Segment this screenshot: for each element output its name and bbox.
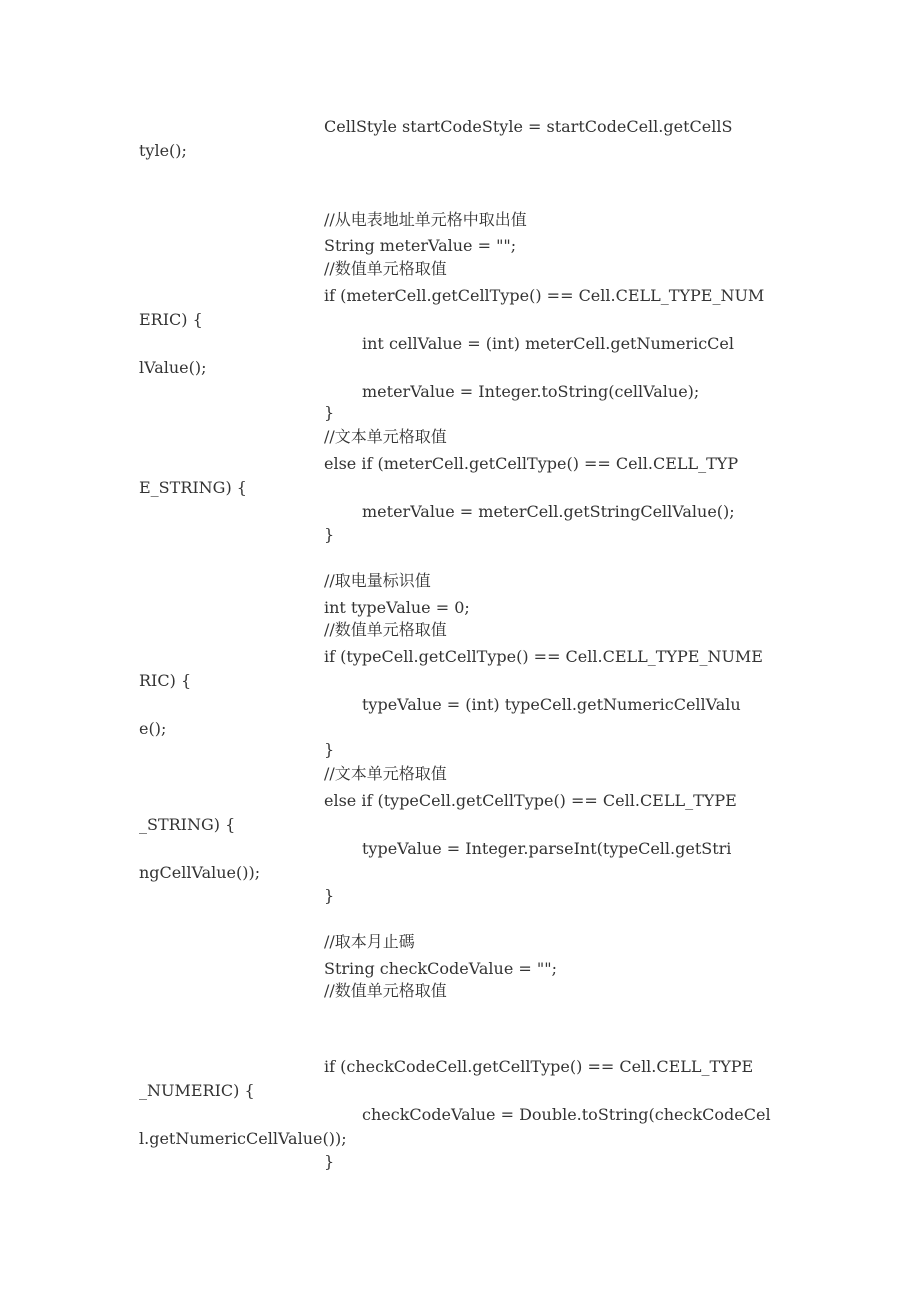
code-line: else if (meterCell.getCellType() == Cell.CELL_TYP bbox=[324, 454, 739, 473]
code-line: typeValue = (int) typeCell.getNumericCellValu bbox=[362, 695, 741, 714]
code-line: String meterValue = ""; bbox=[324, 236, 517, 255]
code-comment: //文本单元格取值 bbox=[324, 427, 447, 446]
code-line: } bbox=[324, 886, 335, 905]
code-line: typeValue = Integer.parseInt(typeCell.getStri bbox=[362, 839, 732, 858]
code-line: meterValue = meterCell.getStringCellValue(); bbox=[362, 502, 735, 521]
code-comment: //数值单元格取值 bbox=[324, 259, 447, 278]
code-line: } bbox=[324, 403, 335, 422]
code-line: ERIC) { bbox=[139, 310, 203, 329]
code-comment: //数值单元格取值 bbox=[324, 981, 447, 1000]
code-line: E_STRING) { bbox=[139, 478, 247, 497]
code-line: } bbox=[324, 1152, 335, 1171]
code-comment: //从电表地址单元格中取出值 bbox=[324, 210, 527, 229]
code-line: tyle(); bbox=[139, 141, 187, 160]
code-line: CellStyle startCodeStyle = startCodeCell.getCellS bbox=[324, 117, 733, 136]
code-line: if (typeCell.getCellType() == Cell.CELL_TYPE_NUME bbox=[324, 647, 763, 666]
code-line: if (meterCell.getCellType() == Cell.CELL_TYPE_NUM bbox=[324, 286, 765, 305]
code-line: int typeValue = 0; bbox=[324, 598, 470, 617]
code-line: RIC) { bbox=[139, 671, 192, 690]
code-line: _NUMERIC) { bbox=[139, 1081, 255, 1100]
code-line: e(); bbox=[139, 719, 167, 738]
code-line: } bbox=[324, 525, 335, 544]
code-comment: //数值单元格取值 bbox=[324, 620, 447, 639]
code-line: _STRING) { bbox=[139, 815, 236, 834]
code-line: ngCellValue()); bbox=[139, 863, 261, 882]
code-comment: //取本月止碼 bbox=[324, 932, 415, 951]
code-line: } bbox=[324, 740, 335, 759]
code-line: meterValue = Integer.toString(cellValue); bbox=[362, 382, 700, 401]
code-line: if (checkCodeCell.getCellType() == Cell.CELL_TYPE bbox=[324, 1057, 754, 1076]
code-line: l.getNumericCellValue()); bbox=[139, 1129, 347, 1148]
code-comment: //文本单元格取值 bbox=[324, 764, 447, 783]
code-line: else if (typeCell.getCellType() == Cell.CELL_TYPE bbox=[324, 791, 737, 810]
code-comment: //取电量标识值 bbox=[324, 571, 431, 590]
code-line: checkCodeValue = Double.toString(checkCodeCel bbox=[362, 1105, 771, 1124]
code-line: String checkCodeValue = ""; bbox=[324, 959, 557, 978]
code-line: lValue(); bbox=[139, 358, 207, 377]
code-line: int cellValue = (int) meterCell.getNumericCel bbox=[362, 334, 734, 353]
